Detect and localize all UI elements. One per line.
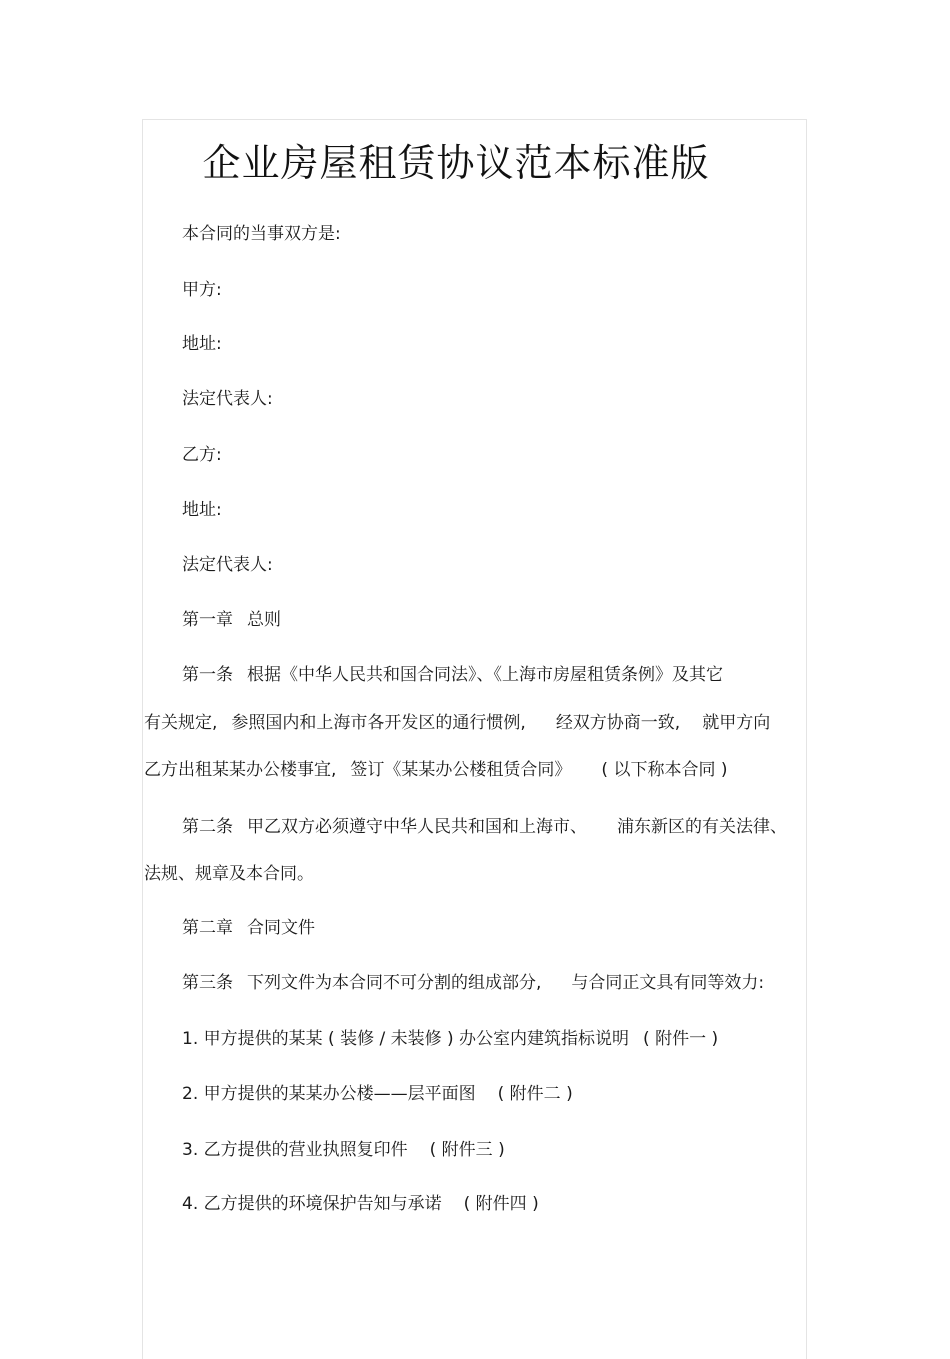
article-1-line-1 bbox=[182, 663, 723, 687]
attachment-text: 1. 甲方提供的某某 ( 装修 / 未装修 ) 办公室内建筑指标说明 bbox=[182, 1029, 630, 1049]
article-3-number: 第三条 bbox=[182, 973, 233, 993]
parties-intro: 本合同的当事双方是: bbox=[182, 224, 341, 244]
party-b-address-label: 地址: bbox=[182, 500, 222, 520]
chapter-2-name: 合同文件 bbox=[247, 918, 315, 938]
party-b-representative-label: 法定代表人: bbox=[182, 555, 273, 575]
article-1-text-3c: ( 以下称本合同 ) bbox=[601, 760, 728, 780]
article-1-text-3a: 乙方出租某某办公楼事宜, bbox=[144, 760, 337, 780]
article-1-text-2c: 经双方协商一致, bbox=[555, 713, 681, 733]
article-2-line-1 bbox=[182, 815, 787, 839]
article-1-text-1: 根据《中华人民共和国合同法》、《上海市房屋租赁条例》及其它 bbox=[247, 665, 723, 685]
party-a-representative-label: 法定代表人: bbox=[182, 389, 273, 409]
article-1-text-2b: 参照国内和上海市各开发区的通行惯例, bbox=[231, 713, 526, 733]
article-2-number: 第二条 bbox=[182, 817, 233, 837]
chapter-1-heading bbox=[182, 608, 281, 632]
attachment-text: 2. 甲方提供的某某办公楼——层平面图 bbox=[182, 1084, 476, 1104]
attachment-note: ( 附件一 ) bbox=[643, 1029, 719, 1049]
attachment-text: 4. 乙方提供的环境保护告知与承诺 bbox=[182, 1194, 442, 1214]
document-title: 企业房屋租赁协议范本标准版 bbox=[202, 141, 710, 185]
article-1-text-3b: 签订《某某办公楼租赁合同》 bbox=[350, 760, 572, 780]
chapter-1-name: 总则 bbox=[247, 610, 281, 630]
article-3 bbox=[182, 971, 764, 995]
article-1-text-2a: 有关规定, bbox=[144, 713, 218, 733]
attachment-item bbox=[182, 1082, 573, 1106]
page-frame bbox=[142, 119, 807, 1359]
article-3-text-b: 与合同正文具有同等效力: bbox=[571, 973, 765, 993]
article-2-text-1a: 甲乙双方必须遵守中华人民共和国和上海市、 bbox=[247, 817, 587, 837]
attachment-item bbox=[182, 1192, 539, 1216]
party-a-label: 甲方: bbox=[182, 280, 222, 300]
chapter-2-number: 第二章 bbox=[182, 918, 233, 938]
attachment-note: ( 附件三 ) bbox=[429, 1140, 505, 1160]
party-a-address-label: 地址: bbox=[182, 334, 222, 354]
article-1-line-2 bbox=[144, 711, 770, 735]
article-2-line-2: 法规、规章及本合同。 bbox=[144, 864, 314, 884]
party-b-label: 乙方: bbox=[182, 445, 222, 465]
chapter-1-number: 第一章 bbox=[182, 610, 233, 630]
article-3-text-a: 下列文件为本合同不可分割的组成部分, bbox=[247, 973, 542, 993]
chapter-2-heading bbox=[182, 916, 315, 940]
attachment-item bbox=[182, 1027, 718, 1051]
article-1-text-2d: 就甲方向 bbox=[702, 713, 771, 733]
attachment-note: ( 附件四 ) bbox=[463, 1194, 539, 1214]
attachment-item bbox=[182, 1138, 505, 1162]
article-1-number: 第一条 bbox=[182, 665, 233, 685]
article-1-line-3 bbox=[144, 758, 727, 782]
attachment-note: ( 附件二 ) bbox=[497, 1084, 573, 1104]
attachment-text: 3. 乙方提供的营业执照复印件 bbox=[182, 1140, 408, 1160]
article-2-text-1b: 浦东新区的有关法律、 bbox=[617, 817, 787, 837]
